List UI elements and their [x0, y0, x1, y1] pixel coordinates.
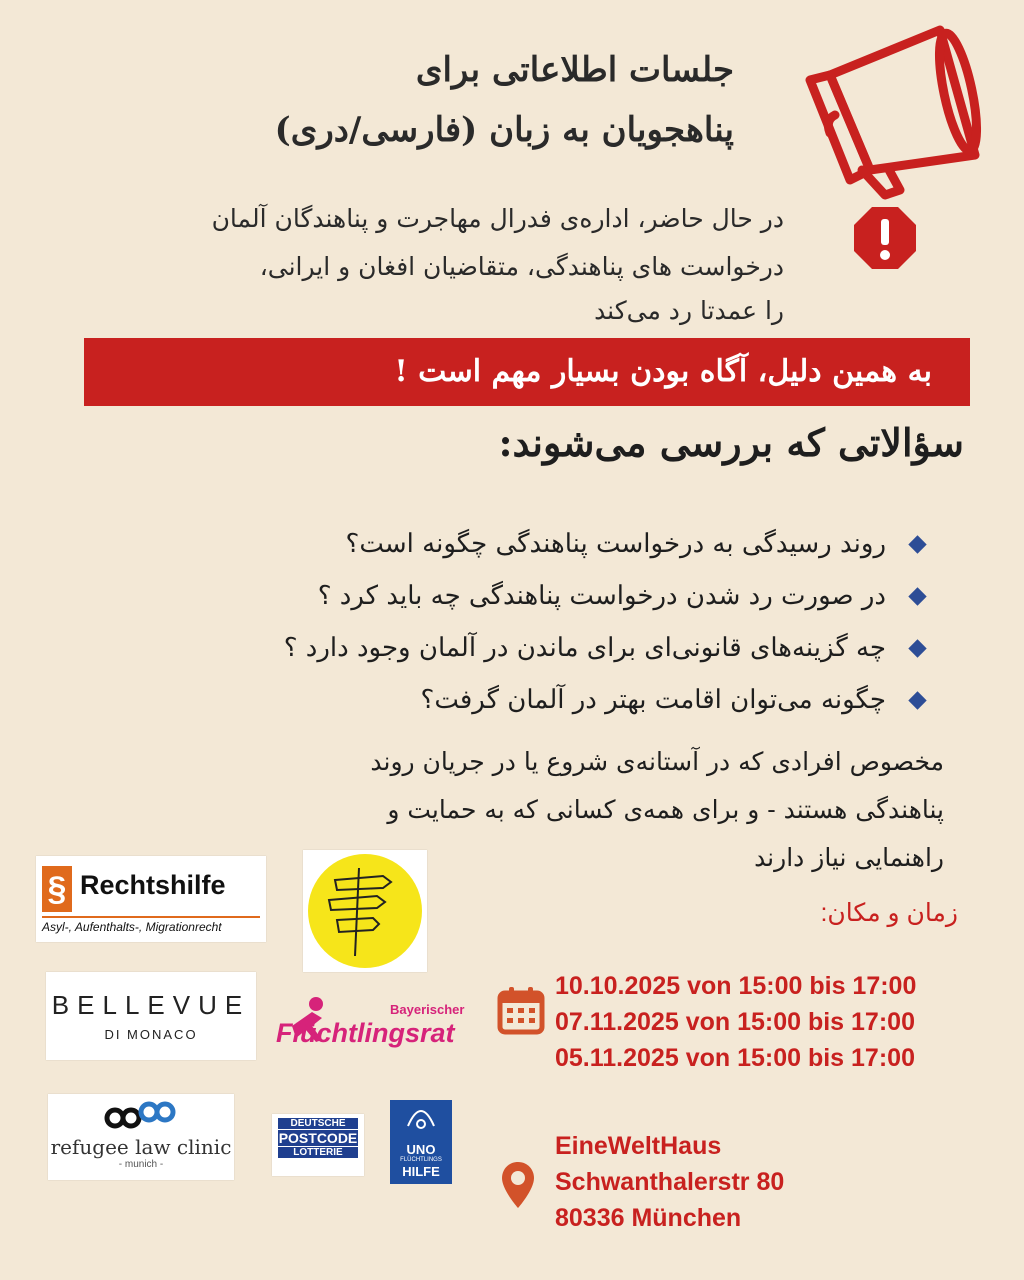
intro-line-2: درخواست های پناهندگی، متقاضیان افغان و ایرانی، — [259, 252, 784, 281]
diamond-bullet-icon — [908, 587, 926, 605]
address-street: Schwanthalerstr 80 — [555, 1168, 785, 1196]
unhcr-emblem-icon — [404, 1104, 438, 1138]
alert-banner-text: به همین دلیل، آگاه بودن بسیار مهم است ! — [394, 354, 932, 389]
bellevue-logo — [46, 972, 256, 1060]
bellevue-name: BELLEVUE — [51, 990, 251, 1020]
date-line: 10.10.2025 von 15:00 bis 17:00 — [555, 972, 917, 1000]
address-city: 80336 München — [555, 1204, 742, 1232]
location-pin-icon — [500, 1160, 536, 1210]
rechtshilfe-name: Rechtshilfe — [80, 870, 226, 900]
megaphone-icon — [790, 20, 1000, 210]
bayerischer-name: Flüchtlingsrat — [276, 1018, 455, 1048]
paragraph-icon: § — [42, 866, 72, 912]
postcode-lotterie-logo — [272, 1114, 364, 1176]
bellevue-sub: DI MONACO — [104, 1027, 198, 1042]
bayerischer-top: Bayerischer — [390, 1002, 465, 1017]
date-line: 05.11.2025 von 15:00 bis 17:00 — [555, 1044, 915, 1072]
title-line-1: جلسات اطلاعاتی برای — [415, 50, 734, 90]
title-line-2: پناهجویان به زبان (فارسی/دری) — [274, 110, 734, 150]
dates-list — [555, 968, 916, 1076]
uno-l2: FLÜCHTLINGS — [400, 1157, 442, 1163]
uno-fluechtlingshilfe-logo — [390, 1100, 452, 1184]
postcode-l2: POSTCODE — [278, 1130, 358, 1146]
audience-line-3: راهنمایی نیاز دارند — [754, 843, 944, 872]
refugee-law-clinic-logo — [48, 1094, 234, 1180]
rlc-mark-icon — [101, 1100, 181, 1130]
questions-list — [212, 518, 932, 726]
postcode-l1: DEUTSCHE — [278, 1118, 358, 1129]
diamond-bullet-icon — [908, 639, 926, 657]
audience-line-1: مخصوص افرادی که در آستانه‌ی شروع یا در جریان روند — [370, 747, 944, 776]
rechtshilfe-sub: Asyl-, Aufenthalts-, Migrationrecht — [42, 916, 260, 934]
bayerischer-fluechtlingsrat-logo — [270, 996, 470, 1076]
intro-line-1: در حال حاضر، اداره‌ی فدرال مهاجرت و پناهندگان آلمان — [211, 204, 784, 233]
signpost-icon — [303, 850, 427, 972]
address — [555, 1128, 784, 1236]
rlc-sub: - munich - — [118, 1159, 164, 1170]
postcode-l3: LOTTERIE — [278, 1147, 358, 1158]
question-item — [212, 674, 932, 726]
alert-banner — [84, 338, 970, 406]
time-place-label: زمان و مکان: — [820, 899, 958, 927]
diamond-bullet-icon — [908, 535, 926, 553]
questions-heading: سؤالاتی که بررسی می‌شوند: — [498, 420, 964, 465]
rechtshilfe-logo — [36, 856, 266, 942]
fluechtlingsrat-muenchen-logo — [303, 850, 427, 972]
address-venue: EineWeltHaus — [555, 1132, 722, 1160]
audience-line-2: پناهندگی هستند - و برای همه‌ی کسانی که به حمایت و — [387, 795, 944, 824]
fluechtlingsrat-muenchen-name — [303, 850, 304, 851]
question-item — [212, 622, 932, 674]
date-line: 07.11.2025 von 15:00 bis 17:00 — [555, 1008, 915, 1036]
question-text: چه گزینه‌های قانونی‌ای برای ماندن در آلمان وجود دارد ؟ — [283, 633, 886, 663]
question-item — [212, 570, 932, 622]
rlc-name: refugee law clinic — [50, 1135, 232, 1159]
question-text: روند رسیدگی به درخواست پناهندگی چگونه است؟ — [345, 529, 886, 559]
uno-l1: UNO — [406, 1142, 436, 1157]
intro-line-3: را عمدتا رد می‌کند — [594, 296, 784, 325]
question-text: در صورت رد شدن درخواست پناهندگی چه باید کرد ؟ — [317, 581, 886, 611]
calendar-icon — [497, 985, 545, 1035]
uno-l3: HILFE — [402, 1164, 440, 1179]
diamond-bullet-icon — [908, 691, 926, 709]
question-text: چگونه می‌توان اقامت بهتر در آلمان گرفت؟ — [420, 685, 886, 715]
warning-icon — [852, 205, 918, 271]
question-item — [212, 518, 932, 570]
